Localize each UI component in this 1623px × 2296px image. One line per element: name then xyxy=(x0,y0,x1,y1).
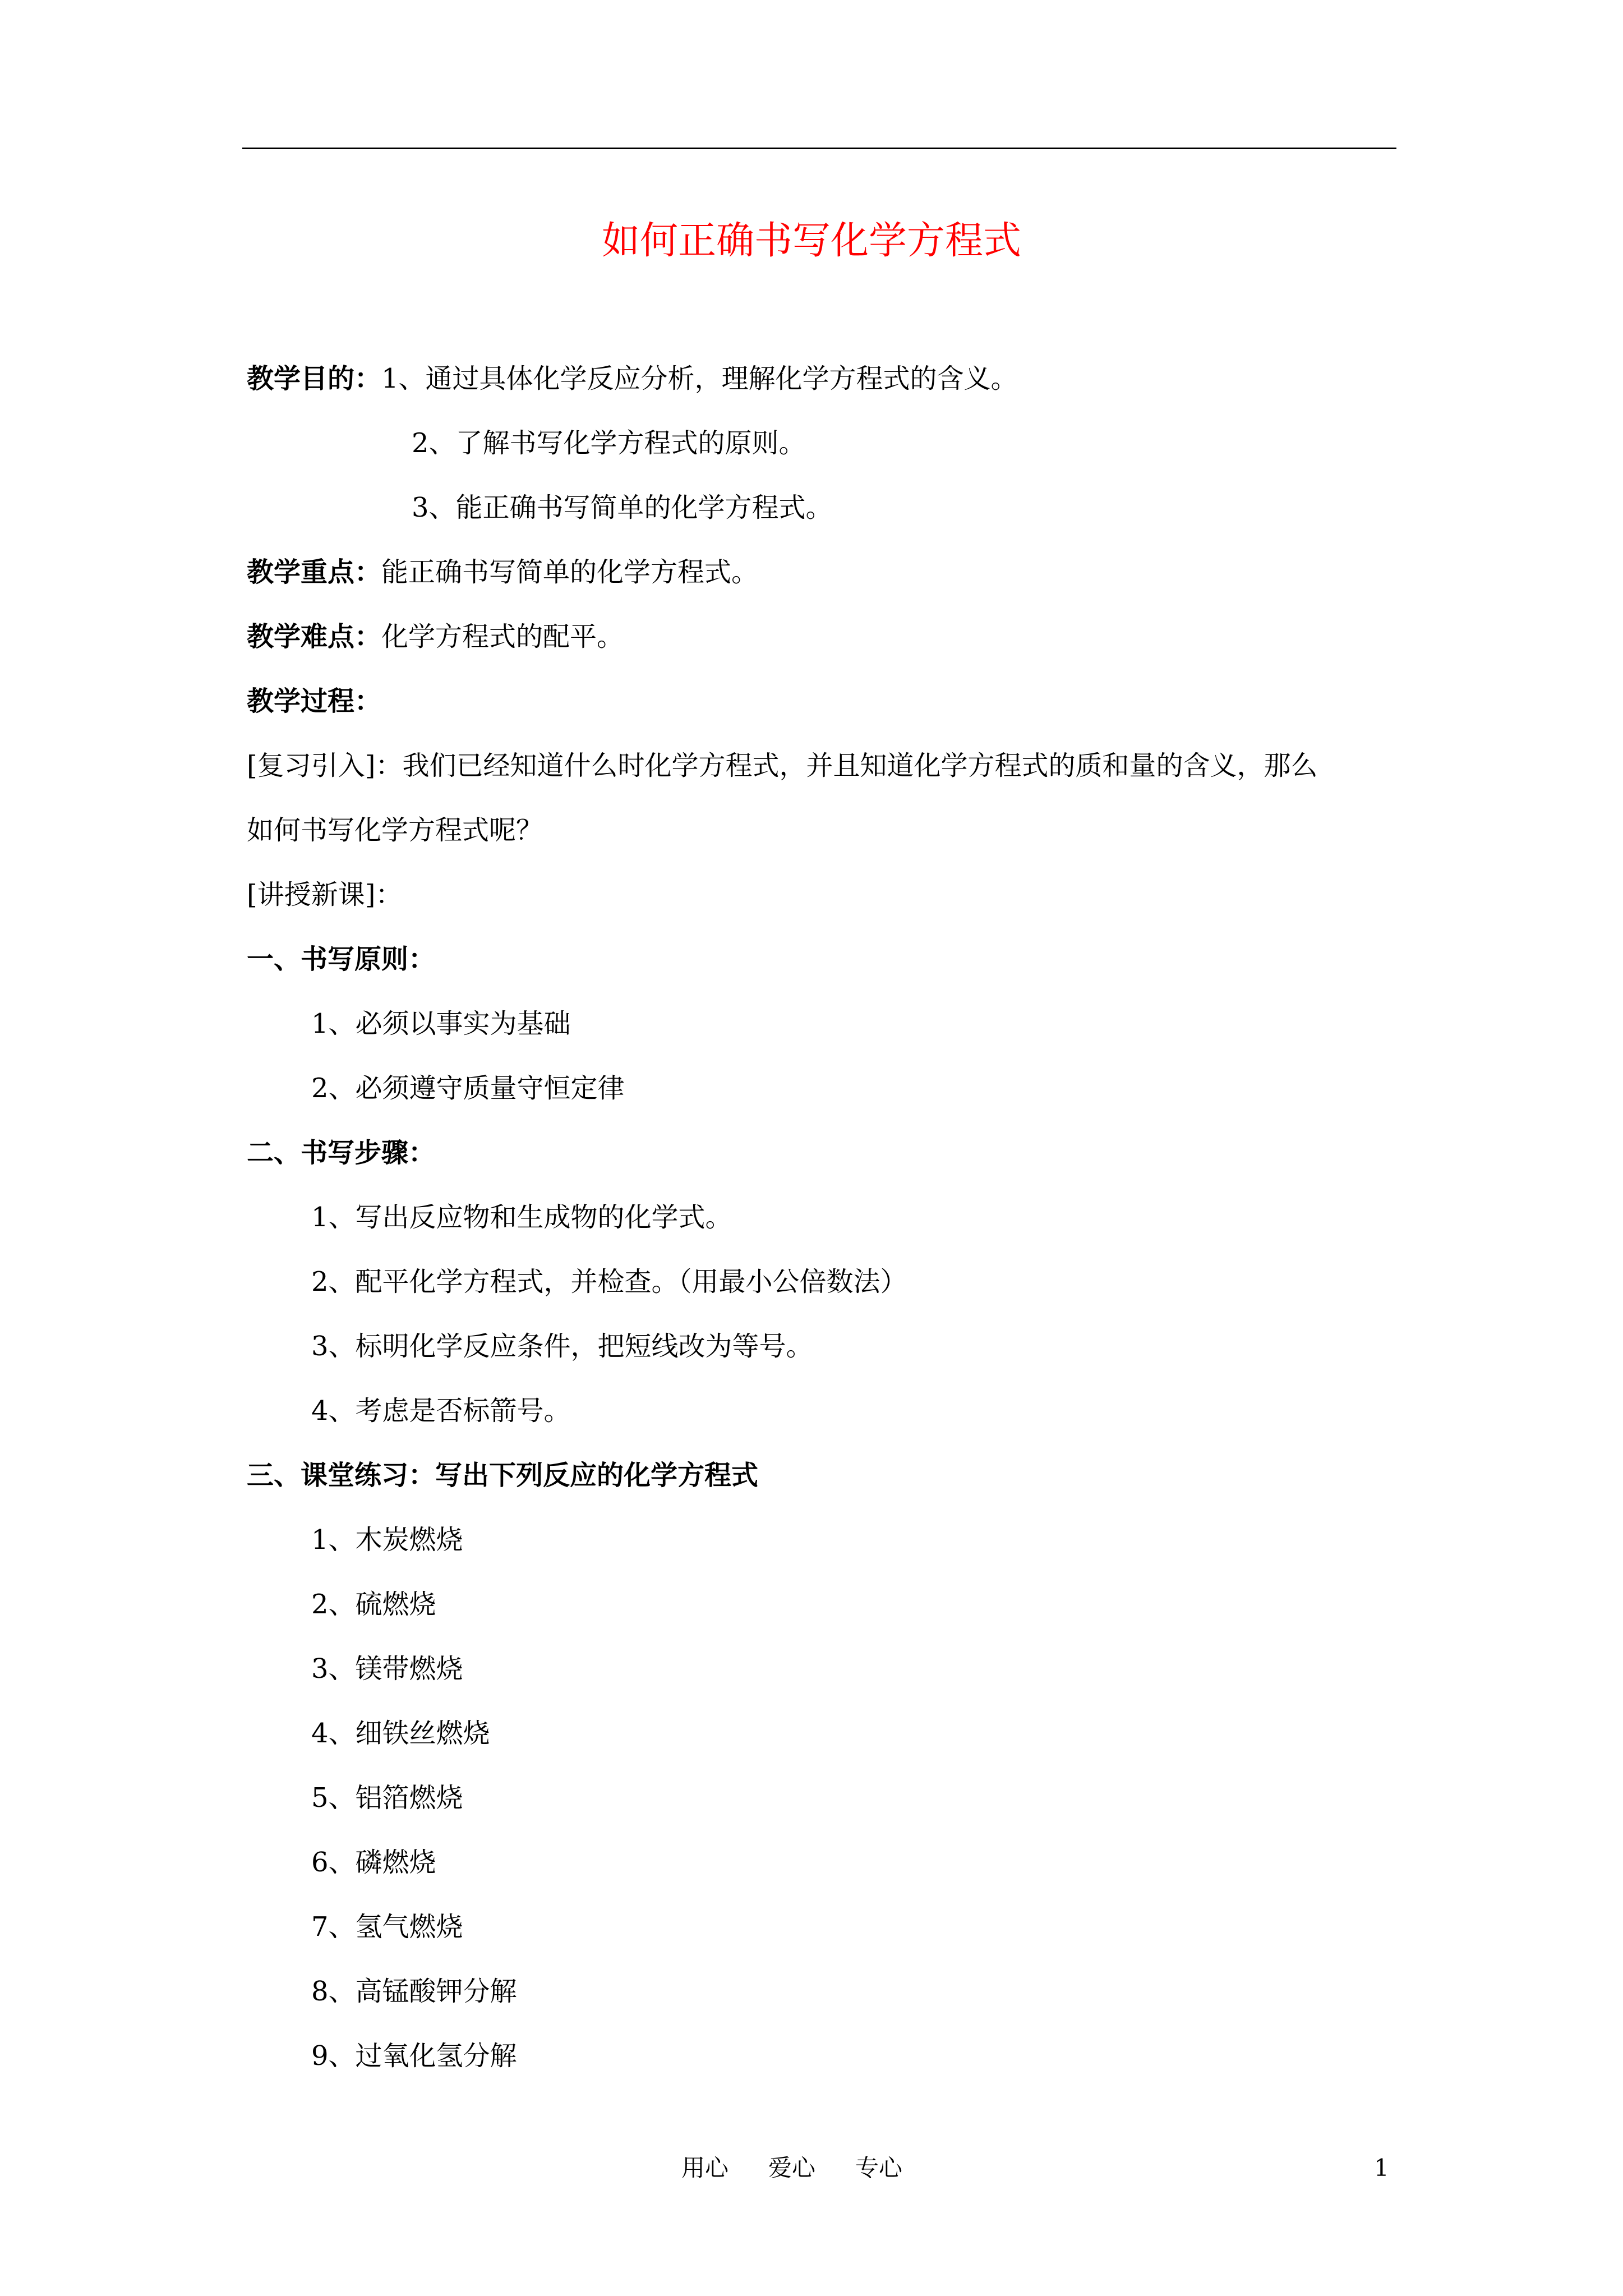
exercise-item: 2、硫燃烧 xyxy=(311,1589,436,1620)
process-label: 教学过程： xyxy=(247,685,382,717)
review-line: 如何书写化学方程式呢？ xyxy=(247,815,543,846)
key-point-text: 能正确书写简单的化学方程式。 xyxy=(381,556,759,588)
principle-item: 1、必须以事实为基础 xyxy=(311,1008,571,1039)
key-point-label: 教学重点： xyxy=(247,556,382,588)
difficulty-row xyxy=(247,619,624,655)
objectives-row xyxy=(247,361,1018,397)
footer-motto-item: 专心 xyxy=(855,2154,903,2182)
exercise-item: 8、高锰酸钾分解 xyxy=(311,1976,517,2007)
exercise-item: 4、细铁丝燃烧 xyxy=(311,1718,490,1749)
header-rule xyxy=(242,148,1396,149)
principle-item: 2、必须遵守质量守恒定律 xyxy=(311,1073,625,1104)
exercise-item: 9、过氧化氢分解 xyxy=(311,2040,517,2072)
section2-heading: 二、书写步骤： xyxy=(247,1137,436,1168)
step-item: 4、考虑是否标箭号。 xyxy=(311,1395,571,1427)
new-lesson-label: [讲授新课]： xyxy=(247,879,403,910)
review-line: [复习引入]：我们已经知道什么时化学方程式，并且知道化学方程式的质和量的含义，那么 xyxy=(247,750,1318,781)
exercise-item: 7、氢气燃烧 xyxy=(311,1911,463,1943)
objective-item: 1、通过具体化学反应分析，理解化学方程式的含义。 xyxy=(381,363,1018,394)
objectives-label: 教学目的： xyxy=(247,363,382,394)
exercise-item: 5、铝箔燃烧 xyxy=(311,1782,463,1814)
difficulty-label: 教学难点： xyxy=(247,621,382,652)
document-title: 如何正确书写化学方程式 xyxy=(601,219,1021,263)
difficulty-text: 化学方程式的配平。 xyxy=(381,621,624,652)
section1-heading: 一、书写原则： xyxy=(247,944,436,975)
step-item: 2、配平化学方程式，并检查。（用最小公倍数法） xyxy=(311,1266,907,1297)
exercise-item: 6、磷燃烧 xyxy=(311,1847,436,1878)
step-item: 1、写出反应物和生成物的化学式。 xyxy=(311,1202,732,1233)
exercise-item: 1、木炭燃烧 xyxy=(311,1524,463,1556)
section3-heading: 三、课堂练习：写出下列反应的化学方程式 xyxy=(247,1460,759,1491)
exercise-item: 3、镁带燃烧 xyxy=(311,1653,463,1685)
step-item: 3、标明化学反应条件，把短线改为等号。 xyxy=(311,1331,813,1362)
page-number: 1 xyxy=(1374,2154,1389,2182)
footer-motto-item: 爱心 xyxy=(768,2154,816,2182)
objective-item: 3、能正确书写简单的化学方程式。 xyxy=(412,492,833,523)
objective-item: 2、了解书写化学方程式的原则。 xyxy=(412,427,806,459)
key-point-row xyxy=(247,554,758,590)
footer-motto-item: 用心 xyxy=(681,2154,729,2182)
